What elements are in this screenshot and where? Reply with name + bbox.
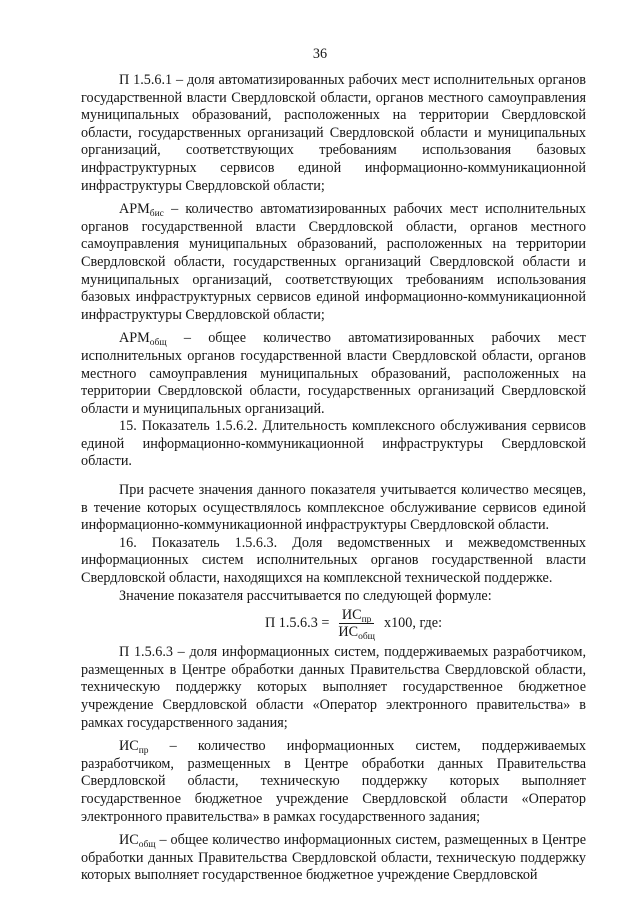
- paragraph-is-obsh: [81, 832, 586, 885]
- term-subscript: общ: [138, 840, 156, 851]
- paragraph-arm-bis: [81, 201, 586, 324]
- formula-rhs: x100, где:: [383, 615, 443, 632]
- term-subscript: пр: [138, 746, 149, 757]
- paragraph-formula-intro: Значение показателя рассчитывается по следующей формуле:: [119, 587, 492, 604]
- term-arm: АРМ: [119, 201, 150, 218]
- definition-text: – общее количество автоматизированных рабочих мест исполнительных органов государственной власти Свердловской области, органов местного самоуправления муниципальных образований, расположенных на территории Свердловской области, государственных организаций Свердловской области и муниципальных организаций.: [81, 330, 586, 417]
- term-is: ИС: [119, 738, 139, 755]
- paragraph-calculation-note: При расчете значения данного показателя учитывается количество месяцев, в течение которых осуществлялось комплексное обслуживание сервисов единой информационно-коммуникационной инфраструктуры Свердловской области.: [81, 482, 586, 534]
- formula-numerator: $ИС_{пр}$: [339, 608, 375, 624]
- paragraph-indicator-15: 15. Показатель 1.5.6.2. Длительность комплексного обслуживания сервисов единой информационно-коммуникационной инфраструктуры Свердловской области.: [81, 418, 586, 470]
- formula-denominator: $ИС_{общ}$: [338, 624, 375, 643]
- term-is: ИС: [119, 832, 139, 849]
- paragraph-indicator-16: 16. Показатель 1.5.6.3. Доля ведомственных и межведомственных информационных систем исполнительных органов государственной власти Свердловской области, находящихся на комплексной технической поддержке.: [81, 534, 586, 587]
- formula-lhs: П 1.5.6.3 =: [264, 615, 330, 632]
- paragraph-p1561-definition: П 1.5.6.1 – доля автоматизированных рабочих мест исполнительных органов государственной власти Свердловской области, органов местного самоуправления муниципальных образований, расположенных на территории Свердловской области, государственных организаций Свердловской области и муниципальных организаций, соответствующих требованиям использования базовых инфраструктурных сервисов единой информационно-коммуникационной инфраструктуры Свердловской области;: [81, 72, 586, 194]
- definition-text: – общее количество информационных систем, размещенных в Центре обработки данных Правительства Свердловской области, техническую поддержку которых выполняет государственное бюджетное учреждение Свердловской: [81, 832, 586, 884]
- document-body: [81, 72, 586, 885]
- term-arm: АРМ: [119, 330, 150, 347]
- definition-text: – количество автоматизированных рабочих мест исполнительных органов государственной власти Свердловской области, органов местного самоуправления муниципальных образований, расположенных на территории Свердловской области, государственных организаций Свердловской области и муниципальных организаций, соответствующих требованиям использования базовых инфраструктурных сервисов единой информационно-коммуникационной инфраструктуры Свердловской области;: [81, 201, 586, 323]
- definition-text: – количество информационных систем, поддерживаемых разработчиком, размещенных в Центре обработки данных Правительства Свердловской области, техническую поддержку которых выполняет государственное бюджетное учреждение Свердловской области «Оператор электронного правительства» в рамках государственного задания;: [81, 738, 586, 825]
- formula-fraction: [335, 607, 378, 643]
- term-subscript: общ: [149, 338, 167, 349]
- formula: [121, 607, 586, 643]
- page-number: 36: [312, 46, 328, 62]
- paragraph-arm-obsh: [81, 330, 586, 418]
- term-subscript: бис: [149, 209, 164, 220]
- paragraph-is-pr: [81, 738, 586, 826]
- paragraph-p1563-definition: П 1.5.6.3 – доля информационных систем, поддерживаемых разработчиком, размещенных в Центре обработки данных Правительства Свердловской области, техническую поддержку которых выполняет государственное бюджетное учреждение Свердловской области «Оператор электронного правительства» в рамках государственного задания;: [81, 644, 586, 731]
